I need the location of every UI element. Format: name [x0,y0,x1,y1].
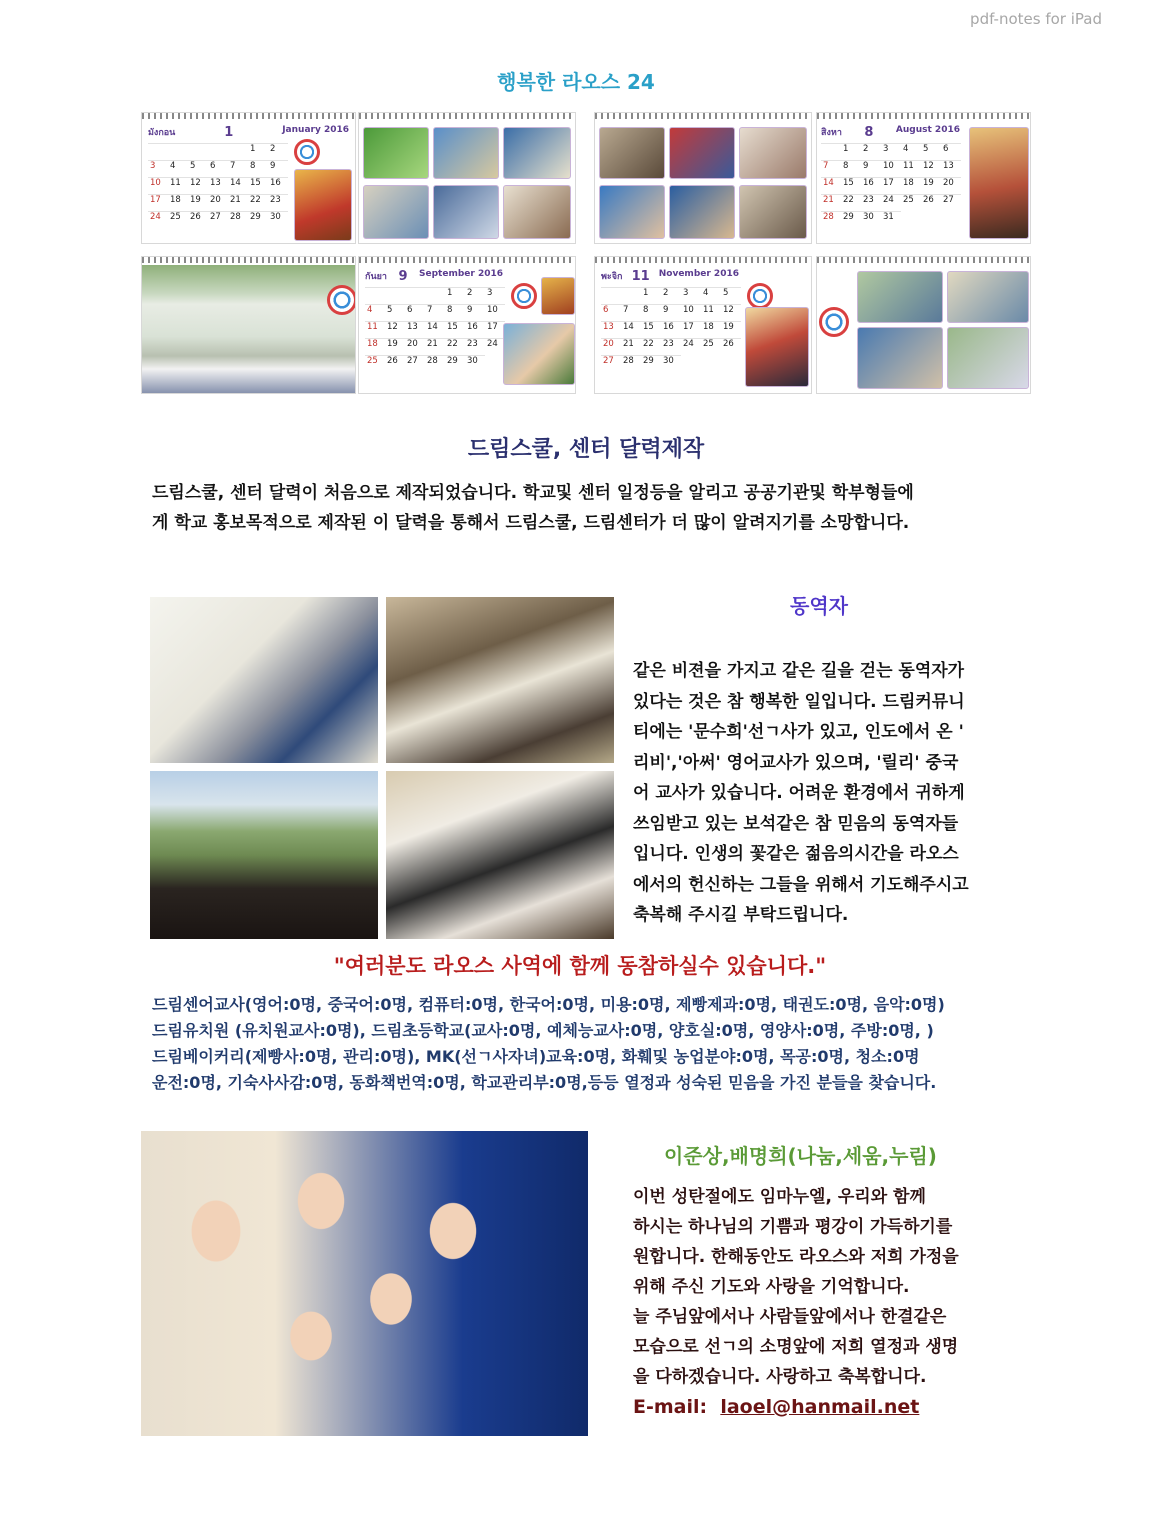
calendar-photo [503,127,571,179]
calendar-day: 26 [721,338,741,355]
calendar-day: 13 [208,177,228,194]
school-logo-icon [747,283,773,309]
month-local-name: กันยา [365,272,387,282]
month-name: November 2016 [658,269,739,279]
calendar-day: 4 [168,160,188,177]
calendar-day: 10 [881,160,901,177]
calendar-day [385,287,405,304]
calendar-photo [857,327,943,389]
calendar-day: 24 [485,338,505,355]
calendar-day: 25 [901,194,921,211]
calendar-day: 20 [405,338,425,355]
calendar-day: 6 [941,143,961,160]
calendar-day: 15 [445,321,465,338]
calendar-day: 6 [405,304,425,321]
calendar-day: 13 [405,321,425,338]
calendar-day: 29 [641,355,661,372]
calendar-november-grid [601,287,741,372]
calendar-january-header [148,125,349,140]
calendar-day: 23 [861,194,881,211]
calendar-day: 28 [228,211,248,228]
calendar-day: 1 [445,287,465,304]
body-line: 쓰임받고 있는 보석같은 참 믿음의 동역자들 [633,813,959,834]
calendar-photo [969,127,1029,239]
calendar-day: 12 [188,177,208,194]
calendar-day: 29 [445,355,465,372]
calendar-september-header [365,269,503,284]
calendar-day: 18 [901,177,921,194]
calendar-day: 10 [485,304,505,321]
calendar-day: 15 [841,177,861,194]
calendar-day: 31 [881,211,901,228]
calendar-section-heading: 드림스쿨, 센터 달력제작 [467,437,705,462]
coworkers-body [633,656,1033,931]
body-line: 을 다하겠습니다. 사랑하고 축복합니다. [633,1367,927,1387]
calendar-day: 18 [701,321,721,338]
recruitment-line: 드림유치원 (유치원교사:0명), 드림초등학교(교사:0명, 예체능교사:0명, 양호실:0명, 영양사:0명, 주방:0명, ) [152,1021,934,1040]
month-name: August 2016 [895,125,960,135]
calendar-day: 8 [248,160,268,177]
school-logo-icon [327,285,356,315]
calendar-day: 21 [621,338,641,355]
month-number: 9 [398,269,408,284]
body-line: 리비','아써' 영어교사가 있으며, '릴리' 중국 [633,752,959,773]
calendar-day: 11 [701,304,721,321]
calendar-day: 29 [248,211,268,228]
coworkers-heading: 동역자 [790,594,848,618]
body-line: 에서의 헌신하는 그들을 위해서 기도해주시고 [633,874,969,895]
calendar-day: 22 [445,338,465,355]
school-logo-icon [511,283,537,309]
body-line: 어 교사가 있습니다. 어려운 환경에서 귀하게 [633,783,965,803]
calendar-day: 26 [385,355,405,372]
calendar-photo [363,127,429,179]
calendar-day: 3 [881,143,901,160]
calendar-november-panel [594,256,812,394]
calendar-day [188,143,208,160]
calendar-day: 10 [681,304,701,321]
body-line: 티에는 '문수희'선ㄱ사가 있고, 인도에서 온 ' [633,722,964,742]
recruitment-line: 운전:0명, 기숙사사감:0명, 동화책번역:0명, 학교관리부:0명,등등 열정과 성숙된 믿음을 가진 분들을 찾습니다. [152,1073,937,1092]
calendar-day: 28 [821,211,841,228]
calendar-day [425,287,445,304]
calendar-day: 16 [861,177,881,194]
calendar-august-panel [816,112,1031,244]
calendar-day: 17 [881,177,901,194]
calendar-day: 5 [921,143,941,160]
page-title: 행복한 라오스 24 [497,70,655,94]
calendar-january-grid [148,143,288,228]
calendar-photo-panel [358,112,576,244]
calendar-day: 27 [405,355,425,372]
calendar-photo-panel [816,256,1031,394]
calendar-photo [503,185,571,239]
body-line: 드림스쿨, 센터 달력이 처음으로 제작되었습니다. 학교및 센터 일정등을 알리고 공공기관및 학부형들에 [152,483,914,503]
calendar-day [821,143,841,160]
calendar-photo [363,185,429,239]
calendar-day: 14 [425,321,445,338]
calendar-day: 29 [841,211,861,228]
calendar-day: 5 [188,160,208,177]
body-line: 있다는 것은 참 행복한 일입니다. 드림커뮤니 [633,691,965,712]
calendar-day: 18 [365,338,385,355]
calendar-day: 21 [425,338,445,355]
month-number: 8 [864,125,874,140]
calendar-day: 13 [941,160,961,177]
calendar-day: 2 [268,143,288,160]
calendar-day: 20 [601,338,621,355]
month-number: 11 [631,269,650,284]
calendar-photo [739,127,807,179]
calendar-day: 13 [601,321,621,338]
calendar-day: 26 [188,211,208,228]
calendar-day: 2 [661,287,681,304]
calendar-day: 11 [901,160,921,177]
calendar-photo [503,323,575,385]
calendar-november-header [601,269,739,284]
body-line: 게 학교 홍보목적으로 제작된 이 달력을 통해서 드림스쿨, 드림센터가 더 많이 알려지기를 소망합니다. [152,513,910,533]
calendar-day: 5 [721,287,741,304]
calendar-day: 9 [268,160,288,177]
school-logo-icon [819,307,849,337]
calendar-day: 11 [168,177,188,194]
calendar-day: 16 [465,321,485,338]
calendar-photo [739,185,807,239]
school-logo-icon [294,139,320,165]
calendar-day: 12 [385,321,405,338]
body-line: 이번 성탄절에도 임마누엘, 우리와 함께 [633,1187,926,1207]
family-heading: 이준상,배명희(나눔,세움,누림) [664,1144,937,1168]
month-name: September 2016 [419,269,503,279]
calendar-day: 16 [661,321,681,338]
calendar-cover-panel [141,256,356,394]
calendar-september-grid [365,287,505,372]
coworkers-photo-field [150,771,378,939]
calendar-day: 27 [601,355,621,372]
calendar-day: 3 [681,287,701,304]
month-local-name: สิงหา [821,128,842,138]
calendar-day: 6 [208,160,228,177]
calendar-photo [947,271,1029,323]
calendar-day: 4 [901,143,921,160]
calendar-photo [599,127,665,179]
calendar-day: 21 [821,194,841,211]
email-label: E-mail: [633,1396,708,1418]
calendar-day: 22 [841,194,861,211]
calendar-day: 19 [721,321,741,338]
email-link[interactable]: laoel@hanmail.net [720,1396,920,1418]
calendar-day: 28 [425,355,445,372]
body-line: 같은 비젼을 가지고 같은 길을 걷는 동역자가 [633,661,965,681]
calendar-day: 20 [208,194,228,211]
calendar-day: 30 [661,355,681,372]
calendar-day: 30 [268,211,288,228]
body-line: 원합니다. 한해동안도 라오스와 저희 가정을 [633,1247,959,1267]
calendar-day [148,143,168,160]
calendar-day: 14 [621,321,641,338]
calendar-day: 1 [248,143,268,160]
family-message [633,1182,1053,1392]
body-line: 모습으로 선ㄱ의 소명앞에 저희 열정과 생명 [633,1337,959,1357]
calendar-day [405,287,425,304]
month-local-name: มังกอน [148,128,176,138]
calendar-day: 24 [148,211,168,228]
calendar-day: 7 [228,160,248,177]
calendar-day: 2 [465,287,485,304]
calendar-day: 16 [268,177,288,194]
email-line [633,1396,919,1418]
calendar-day [228,143,248,160]
calendar-photo [599,185,665,239]
calendar-photo [669,127,735,179]
calendar-september-panel [358,256,576,394]
calendar-day: 28 [621,355,641,372]
calendar-day: 4 [365,304,385,321]
calendar-day [601,287,621,304]
calendar-day: 12 [721,304,741,321]
calendar-photo [433,185,499,239]
recruitment-list [152,992,1052,1096]
month-number: 1 [224,125,234,140]
calendar-day: 21 [228,194,248,211]
month-name: January 2016 [282,125,349,135]
calendar-day: 22 [641,338,661,355]
calendar-photo [947,327,1029,389]
calendar-photo [669,185,735,239]
calendar-day: 24 [881,194,901,211]
calendar-day: 30 [465,355,485,372]
calendar-day: 1 [841,143,861,160]
calendar-photo [857,271,943,323]
calendar-day: 17 [681,321,701,338]
calendar-day [621,287,641,304]
calendar-day: 3 [485,287,505,304]
calendar-day: 2 [861,143,881,160]
coworkers-photo-students [386,771,614,939]
calendar-day: 17 [148,194,168,211]
calendar-photo [433,127,499,179]
calendar-august-grid [821,143,961,228]
invitation-heading: "여러분도 라오스 사역에 함께 동참하실수 있습니다." [333,954,827,978]
calendar-day: 15 [248,177,268,194]
calendar-day: 14 [228,177,248,194]
calendar-day: 9 [661,304,681,321]
calendar-photo [294,169,352,241]
calendar-day: 20 [941,177,961,194]
calendar-day: 19 [385,338,405,355]
app-watermark: pdf-notes for iPad [970,10,1102,28]
calendar-day: 25 [168,211,188,228]
calendar-photo-panel [594,112,812,244]
calendar-day: 6 [601,304,621,321]
calendar-day: 19 [921,177,941,194]
coworkers-photo-office [150,597,378,763]
calendar-day: 3 [148,160,168,177]
calendar-day: 10 [148,177,168,194]
calendar-day: 8 [445,304,465,321]
calendar-day: 7 [425,304,445,321]
calendar-day: 5 [385,304,405,321]
calendar-photo [541,277,575,315]
calendar-day: 22 [248,194,268,211]
school-building-photo [142,265,356,394]
calendar-day: 9 [861,160,881,177]
calendar-day: 24 [681,338,701,355]
calendar-day: 25 [701,338,721,355]
calendar-day: 4 [701,287,721,304]
family-photo [141,1131,588,1436]
calendar-day: 1 [641,287,661,304]
recruitment-line: 드림센어교사(영어:0명, 중국어:0명, 컴퓨터:0명, 한국어:0명, 미용:0명, 제빵제과:0명, 태권도:0명, 음악:0명) [152,995,945,1014]
calendar-august-header [821,125,960,140]
calendar-day: 26 [921,194,941,211]
body-line: 위해 주신 기도와 사랑을 기억합니다. [633,1277,910,1297]
calendar-january-panel [141,112,356,244]
calendar-day: 27 [208,211,228,228]
calendar-day: 23 [661,338,681,355]
calendar-day [168,143,188,160]
recruitment-line: 드림베이커리(제빵사:0명, 관리:0명), MK(선ㄱ사자녀)교육:0명, 화훼및 농업분야:0명, 목공:0명, 청소:0명 [152,1047,920,1066]
calendar-day: 23 [268,194,288,211]
calendar-day [208,143,228,160]
calendar-day: 23 [465,338,485,355]
body-line: 축복해 주시길 부탁드립니다. [633,905,849,925]
calendar-day [365,287,385,304]
calendar-day: 7 [621,304,641,321]
coworkers-photo-classroom [386,597,614,763]
calendar-day: 7 [821,160,841,177]
calendar-day: 15 [641,321,661,338]
calendar-day: 25 [365,355,385,372]
calendar-day: 8 [841,160,861,177]
body-line: 늘 주님앞에서나 사람들앞에서나 한결같은 [633,1307,947,1327]
calendar-day: 14 [821,177,841,194]
calendar-day: 27 [941,194,961,211]
calendar-day: 19 [188,194,208,211]
calendar-day: 18 [168,194,188,211]
calendar-day: 17 [485,321,505,338]
calendar-day: 12 [921,160,941,177]
month-local-name: พะจิก [601,272,623,282]
calendar-day: 8 [641,304,661,321]
calendar-day: 9 [465,304,485,321]
calendar-section-body [152,478,1032,538]
body-line: 하시는 하나님의 기쁨과 평강이 가득하기를 [633,1217,953,1237]
calendar-photo [745,307,809,387]
calendar-day: 11 [365,321,385,338]
body-line: 입니다. 인생의 꽃같은 젊음의시간을 라오스 [633,844,959,864]
calendar-day: 30 [861,211,881,228]
